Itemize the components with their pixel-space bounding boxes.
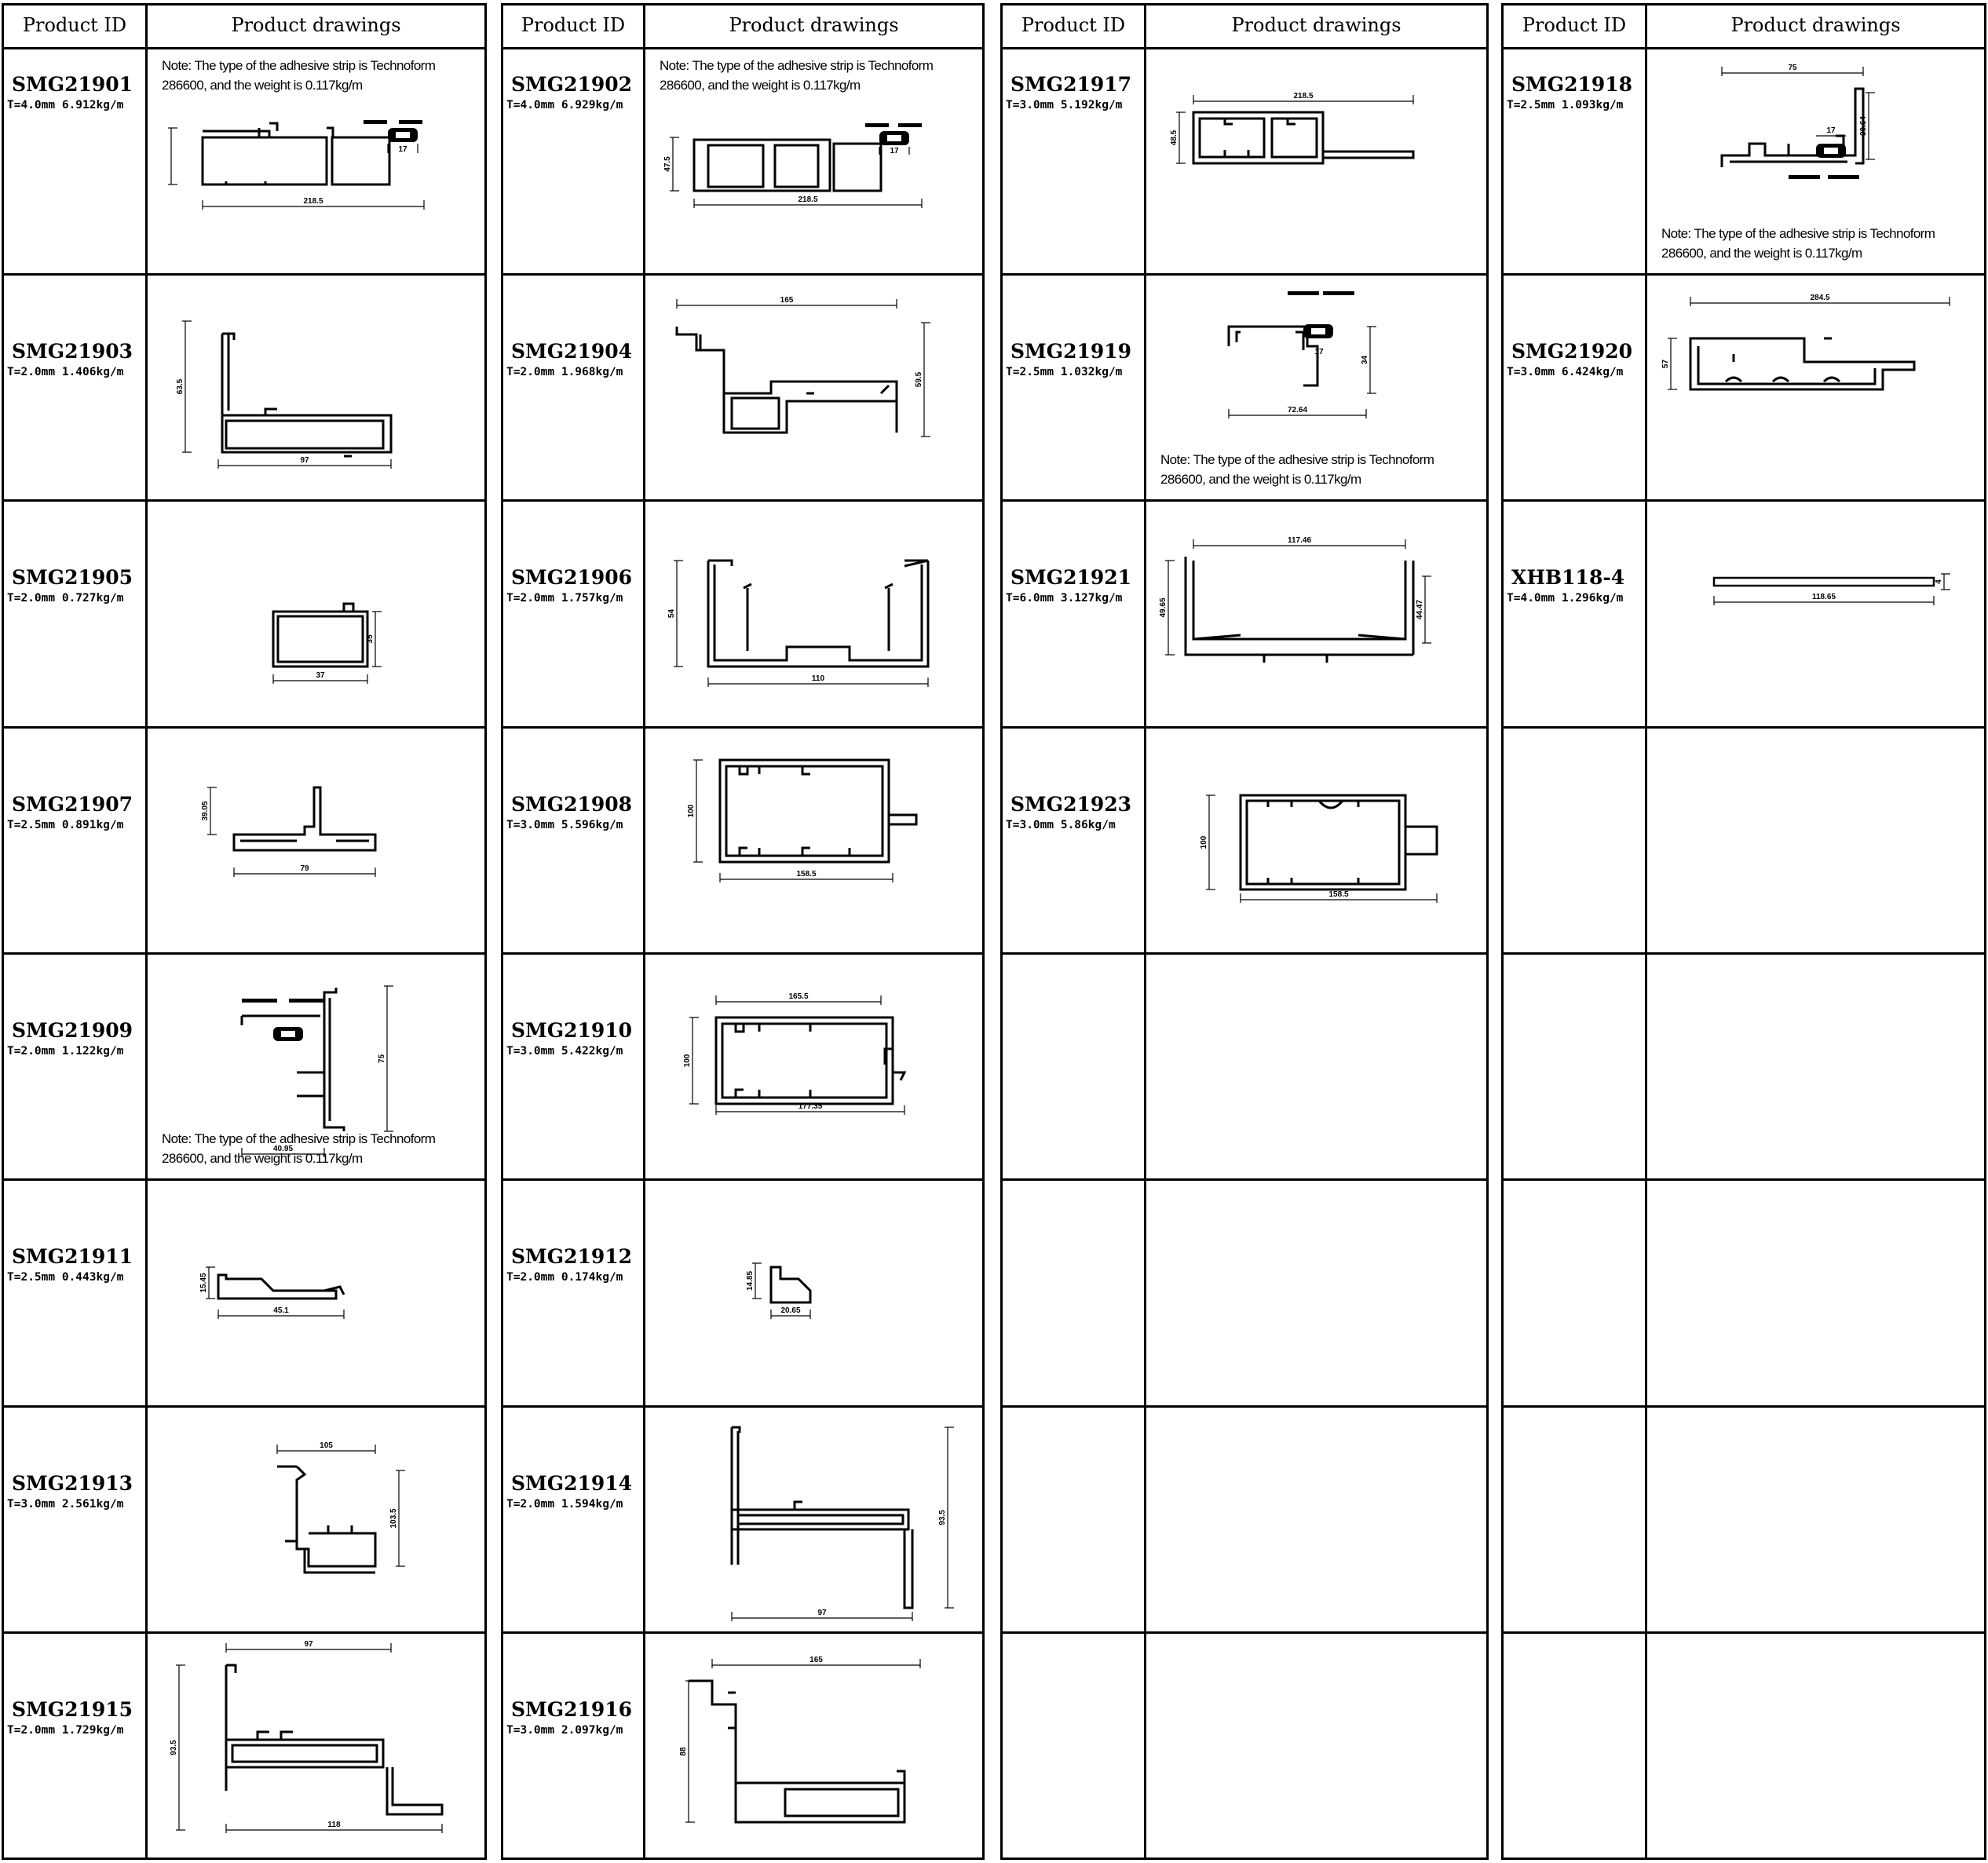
product-id-cell [1504, 1181, 1645, 1405]
dimension-label: 118 [327, 1821, 341, 1829]
adhesive-strip-note [162, 56, 435, 95]
product-id-cell [1003, 1181, 1144, 1405]
header-product-drawings: Product drawings [729, 14, 899, 36]
dimension-label: 100 [1200, 835, 1208, 849]
strip-code-label [364, 120, 387, 124]
adhesive-strip-note [162, 1129, 435, 1168]
dimension-label: 93.5 [938, 1510, 947, 1525]
product-id-cell [1504, 49, 1645, 273]
catalog-table-1 [2, 3, 487, 1860]
strip-core [1311, 328, 1325, 334]
product-spec: T=3.0mm 5.192kg/m [1006, 99, 1123, 111]
dimension-label: 165.5 [788, 992, 809, 1001]
header-product-id: Product ID [521, 14, 626, 36]
product-spec: T=4.0mm 6.912kg/m [7, 99, 124, 111]
profile-outline [694, 140, 881, 191]
profile-drawing [148, 729, 484, 952]
strip-code-label [898, 123, 922, 127]
product-spec: T=3.0mm 5.86kg/m [1006, 819, 1116, 831]
dimension-label: 45.1 [273, 1306, 289, 1315]
product-id-cell [1504, 1408, 1645, 1631]
dimension-label: 63.5 [176, 378, 185, 395]
dimension-label: 158.5 [796, 870, 817, 879]
profile-drawing [148, 502, 484, 726]
strip-code-label [289, 999, 324, 1003]
table-header [503, 5, 982, 49]
dimension-label: 118.65 [1811, 593, 1836, 601]
product-spec: T=3.0mm 2.097kg/m [506, 1724, 623, 1737]
note-line-2: 286600, and the weight is 0.117kg/m [162, 1151, 363, 1166]
product-id: SMG21906 [511, 566, 633, 589]
product-drawing-cell [1146, 49, 1486, 273]
product-drawing-cell [1647, 729, 1984, 952]
profile-drawing [645, 276, 982, 499]
product-spec: T=3.0mm 2.561kg/m [7, 1498, 124, 1510]
product-row [503, 1634, 982, 1860]
product-row [1003, 502, 1486, 729]
dimension-label: 117.46 [1287, 536, 1312, 545]
product-drawing-cell [1146, 729, 1486, 952]
product-drawing-cell [645, 729, 982, 952]
dimension-label: 79 [300, 864, 309, 873]
dimension-label: 30.64 [1859, 115, 1868, 137]
note-line-2: 286600, and the weight is 0.117kg/m [162, 78, 363, 93]
profile-outline [1241, 795, 1437, 889]
product-spec: T=2.0mm 1.757kg/m [506, 592, 623, 605]
dimension-label: 59.5 [915, 371, 923, 388]
product-id: SMG21913 [12, 1472, 133, 1495]
profile-outline [1193, 112, 1413, 163]
product-id-cell [1003, 729, 1144, 952]
product-id-cell [1003, 502, 1144, 726]
header-product-drawings: Product drawings [1231, 14, 1401, 36]
profile-outline [771, 1267, 810, 1302]
dimension-label: 103.5 [389, 1508, 398, 1529]
product-drawing-cell [148, 1408, 484, 1631]
product-row [503, 49, 982, 276]
product-drawing-cell [645, 502, 982, 726]
profile-outline [1714, 578, 1934, 586]
dimension-label: 88 [679, 1747, 688, 1756]
product-spec: T=2.5mm 1.032kg/m [1006, 366, 1123, 378]
product-row [4, 729, 484, 955]
product-id-cell [503, 49, 643, 273]
dimension-label: 218.5 [303, 197, 323, 206]
strip-code-label [242, 999, 277, 1003]
product-id: SMG21918 [1511, 73, 1633, 96]
profile-outline [732, 1427, 912, 1608]
table-header [1504, 5, 1984, 49]
product-row [1504, 502, 1984, 729]
product-id-cell [4, 276, 145, 499]
product-drawing-cell [1146, 1181, 1486, 1405]
product-drawing-cell [645, 276, 982, 499]
profile-drawing [1647, 276, 1984, 499]
strip-code-label [865, 123, 889, 127]
adhesive-strip-note [1160, 450, 1434, 489]
product-row [1504, 729, 1984, 955]
note-line-1: Note: The type of the adhesive strip is Technoform [1160, 452, 1434, 467]
product-id-cell [503, 1408, 643, 1631]
product-row [503, 1408, 982, 1634]
header-product-id: Product ID [1522, 14, 1627, 36]
product-id-cell [4, 1181, 145, 1405]
product-spec: T=3.0mm 5.422kg/m [506, 1045, 623, 1058]
product-row [4, 1181, 484, 1408]
product-id-cell [4, 1634, 145, 1860]
profile-outline [226, 1665, 442, 1814]
profile-drawing [645, 1408, 982, 1631]
dimension-label: 165 [780, 296, 794, 305]
dimension-label: 177.35 [798, 1102, 823, 1111]
dimension-label: 284.5 [1810, 294, 1830, 302]
dimension-label: 40.95 [272, 1145, 294, 1153]
product-row [503, 276, 982, 502]
dimension-label: 97 [304, 1640, 313, 1649]
dimension-label: 110 [811, 674, 825, 683]
product-drawing-cell [148, 729, 484, 952]
profile-outline [689, 1681, 904, 1822]
dimension-label: 218.5 [1293, 92, 1314, 100]
product-spec: T=2.0mm 1.594kg/m [506, 1498, 623, 1510]
product-id: SMG21909 [12, 1019, 133, 1042]
profile-drawing [1146, 729, 1486, 952]
product-id-cell [4, 502, 145, 726]
product-id-cell [1504, 502, 1645, 726]
note-line-2: 286600, and the weight is 0.117kg/m [1661, 246, 1862, 261]
product-drawing-cell [1647, 955, 1984, 1178]
strip-core [887, 135, 901, 141]
product-row [1003, 1181, 1486, 1408]
profile-outline [720, 760, 916, 862]
product-id: SMG21920 [1511, 340, 1633, 363]
product-drawing-cell [1647, 1408, 1984, 1631]
profile-outline [203, 131, 389, 184]
profile-outline [677, 327, 897, 433]
dimension-label: 17 [1314, 348, 1324, 356]
product-row [1504, 1634, 1984, 1860]
dimension-label: 93.5 [170, 1740, 178, 1755]
product-id: SMG21907 [12, 793, 133, 816]
product-drawing-cell [645, 1408, 982, 1631]
catalog-table-4 [1501, 3, 1986, 1860]
product-row [1003, 1634, 1486, 1860]
profile-drawing [148, 276, 484, 499]
product-spec: T=2.0mm 0.174kg/m [506, 1271, 623, 1284]
dimension-label: 218.5 [798, 195, 818, 204]
product-id-cell [1003, 1408, 1144, 1631]
dimension-label: 15.45 [199, 1273, 208, 1293]
product-row [4, 1634, 484, 1860]
note-line-2: 286600, and the weight is 0.117kg/m [1160, 472, 1361, 487]
product-spec: T=2.0mm 1.122kg/m [7, 1045, 124, 1058]
product-row [1504, 49, 1984, 276]
strip-code-label [1323, 291, 1354, 295]
product-drawing-cell [1146, 502, 1486, 726]
dimension-label: 158.5 [1328, 890, 1349, 899]
product-row [503, 1181, 982, 1408]
product-drawing-cell [1647, 1634, 1984, 1860]
profile-outline [708, 561, 928, 667]
product-id: SMG21923 [1010, 793, 1132, 816]
profile-drawing [1146, 49, 1486, 273]
profile-outline [1186, 557, 1413, 663]
dimension-label: 75 [378, 1054, 386, 1064]
profile-drawing [645, 955, 982, 1178]
product-row [4, 49, 484, 276]
dimension-label: 34 [1361, 355, 1369, 365]
adhesive-strip-note [1661, 224, 1935, 263]
product-id-cell [1003, 955, 1144, 1178]
product-id-cell [503, 502, 643, 726]
product-spec: T=2.0mm 1.406kg/m [7, 366, 124, 378]
product-id-cell [4, 1408, 145, 1631]
product-id-cell [1003, 1634, 1144, 1860]
product-id-cell [1504, 276, 1645, 499]
strip-code-label [1789, 175, 1820, 179]
product-spec: T=2.0mm 1.968kg/m [506, 366, 623, 378]
dimension-label: 20.65 [780, 1306, 801, 1315]
profile-drawing [1146, 502, 1486, 726]
product-row [1504, 955, 1984, 1181]
product-row [503, 729, 982, 955]
dimension-label: 47.5 [663, 156, 672, 172]
product-drawing-cell [148, 49, 484, 273]
product-id: SMG21904 [511, 340, 633, 363]
product-id: SMG21908 [511, 793, 633, 816]
strip-core [1824, 148, 1838, 154]
strip-core [396, 132, 410, 138]
dimension-label: 165 [809, 1656, 823, 1664]
product-id-cell [503, 1181, 643, 1405]
product-id: SMG21901 [12, 73, 133, 96]
product-id-cell [4, 955, 145, 1178]
dimension-label: 72.64 [1287, 406, 1308, 415]
product-drawing-cell [1146, 276, 1486, 499]
product-id: SMG21919 [1010, 340, 1132, 363]
product-spec: T=6.0mm 3.127kg/m [1006, 592, 1123, 605]
product-drawing-cell [148, 955, 484, 1178]
product-row [4, 276, 484, 502]
note-line-1: Note: The type of the adhesive strip is Technoform [1661, 226, 1935, 241]
product-spec: T=2.0mm 1.729kg/m [7, 1724, 124, 1737]
profile-outline [234, 787, 375, 850]
profile-drawing [645, 502, 982, 726]
note-line-1: Note: The type of the adhesive strip is Technoform [660, 58, 934, 73]
profile-drawing [645, 1634, 982, 1858]
product-id-cell [4, 49, 145, 273]
dimension-label: 54 [667, 608, 676, 619]
product-id-cell [1504, 729, 1645, 952]
product-row [1003, 955, 1486, 1181]
product-drawing-cell [1647, 49, 1984, 273]
profile-outline [218, 1275, 344, 1299]
product-row [4, 955, 484, 1181]
product-drawing-cell [1146, 955, 1486, 1178]
dimension-label: 17 [1826, 126, 1836, 135]
product-id-cell [1003, 49, 1144, 273]
adhesive-strip-note [660, 56, 933, 95]
product-spec: T=2.0mm 0.727kg/m [7, 592, 124, 605]
catalog-table-3 [1000, 3, 1489, 1860]
profile-outline [1690, 338, 1914, 389]
note-line-1: Note: The type of the adhesive strip is Technoform [162, 58, 436, 73]
dimension-label: 14.85 [746, 1270, 755, 1291]
header-product-drawings: Product drawings [231, 14, 401, 36]
product-id: SMG21912 [511, 1245, 633, 1268]
product-row [1003, 729, 1486, 955]
dimension-label: 39.05 [201, 801, 210, 821]
product-id-cell [4, 729, 145, 952]
product-spec: T=4.0mm 6.929kg/m [506, 99, 623, 111]
product-row [503, 502, 982, 729]
product-spec: T=2.5mm 0.891kg/m [7, 819, 124, 831]
strip-code-label [399, 120, 422, 124]
note-line-1: Note: The type of the adhesive strip is Technoform [162, 1131, 436, 1146]
profile-outline [222, 334, 391, 456]
header-product-id: Product ID [1021, 14, 1126, 36]
product-id: SMG21917 [1010, 73, 1132, 96]
product-drawing-cell [1146, 1408, 1486, 1631]
product-id: SMG21910 [511, 1019, 633, 1042]
dimension-label: 4 [1935, 579, 1943, 584]
header-product-id: Product ID [22, 14, 127, 36]
product-id: SMG21914 [511, 1472, 633, 1495]
product-id: SMG21905 [12, 566, 133, 589]
profile-drawing [645, 1181, 982, 1405]
dimension-label: 100 [687, 804, 696, 818]
product-row [1504, 1181, 1984, 1408]
product-row [1003, 276, 1486, 502]
dimension-label: 100 [683, 1054, 692, 1068]
product-drawing-cell [645, 1634, 982, 1860]
profile-drawing [148, 1408, 484, 1631]
product-drawing-cell [148, 276, 484, 499]
product-row [1504, 276, 1984, 502]
product-id: SMG21916 [511, 1698, 633, 1721]
header-product-drawings: Product drawings [1730, 14, 1901, 36]
strip-code-label [1828, 175, 1859, 179]
product-row [4, 1408, 484, 1634]
profile-drawing [148, 1634, 484, 1858]
product-row [1003, 49, 1486, 276]
dimension-label: 49.65 [1159, 597, 1168, 618]
product-drawing-cell [148, 1181, 484, 1405]
product-drawing-cell [1647, 276, 1984, 499]
product-drawing-cell [645, 49, 982, 273]
dimension-label: 44.47 [1416, 599, 1424, 620]
product-drawing-cell [1647, 502, 1984, 726]
product-id: SMG21911 [12, 1245, 133, 1268]
profile-outline [297, 1072, 324, 1096]
profile-drawing [148, 1181, 484, 1405]
catalog-table-2 [501, 3, 985, 1860]
product-spec: T=2.5mm 0.443kg/m [7, 1271, 124, 1284]
strip-core [281, 1031, 295, 1037]
dimension-label: 35 [366, 634, 375, 644]
table-header [4, 5, 484, 49]
dimension-label: 75 [1788, 64, 1797, 72]
product-drawing-cell [148, 502, 484, 726]
product-spec: T=3.0mm 6.424kg/m [1507, 366, 1624, 378]
product-id: SMG21921 [1010, 566, 1132, 589]
profile-outline [277, 1467, 375, 1573]
dimension-label: 97 [300, 456, 309, 465]
product-spec: T=3.0mm 5.596kg/m [506, 819, 623, 831]
product-row [503, 955, 982, 1181]
dimension-label: 48.5 [1170, 130, 1179, 146]
product-id-cell [1003, 276, 1144, 499]
dimension-label: 37 [316, 671, 325, 680]
note-line-2: 286600, and the weight is 0.117kg/m [660, 78, 861, 93]
profile-drawing [1647, 502, 1984, 726]
product-id-cell [503, 955, 643, 1178]
product-id: SMG21903 [12, 340, 133, 363]
dimension-label: 57 [1661, 359, 1670, 369]
table-header [1003, 5, 1486, 49]
dimension-label: 17 [890, 147, 899, 155]
profile-outline [242, 988, 344, 1131]
profile-drawing [645, 729, 982, 952]
dimension-label: 97 [817, 1609, 827, 1617]
profile-outline [716, 1017, 904, 1104]
product-id-cell [1504, 1634, 1645, 1860]
product-spec: T=4.0mm 1.296kg/m [1507, 592, 1624, 605]
product-id: XHB118-4 [1511, 566, 1625, 589]
strip-code-label [1288, 291, 1319, 295]
product-drawing-cell [1146, 1634, 1486, 1860]
dimension-label: 105 [320, 1441, 333, 1450]
product-drawing-cell [645, 955, 982, 1178]
product-row [1003, 1408, 1486, 1634]
product-id-cell [503, 276, 643, 499]
product-drawing-cell [148, 1634, 484, 1860]
product-id-cell [1504, 955, 1645, 1178]
product-drawing-cell [645, 1181, 982, 1405]
product-row [4, 502, 484, 729]
product-spec: T=2.5mm 1.093kg/m [1507, 99, 1624, 111]
product-id-cell [503, 729, 643, 952]
product-drawing-cell [1647, 1181, 1984, 1405]
product-id-cell [503, 1634, 643, 1860]
profile-outline [273, 604, 367, 667]
product-id: SMG21915 [12, 1698, 133, 1721]
dimension-label: 17 [398, 145, 407, 154]
product-id: SMG21902 [511, 73, 633, 96]
product-row [1504, 1408, 1984, 1634]
